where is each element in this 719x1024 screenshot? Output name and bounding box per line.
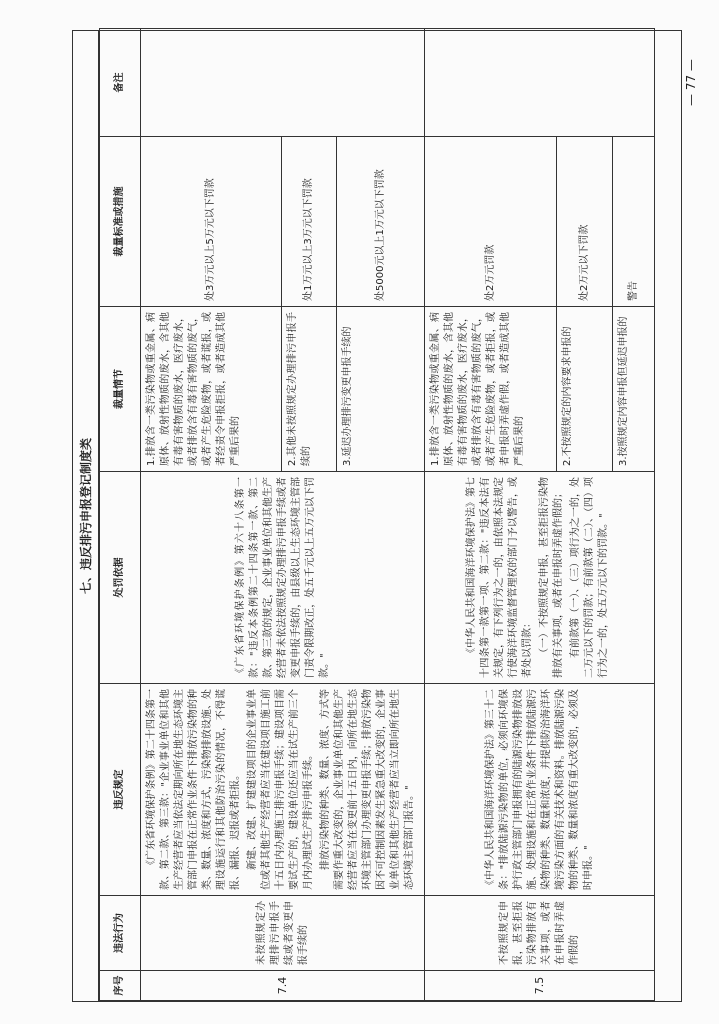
header-basis: 处罚依据 [100, 472, 141, 684]
section-title: 七、违反排污申报登记制度类 [73, 31, 99, 1001]
remark-cell [141, 29, 425, 137]
discretion-standard: 处5000元以上1万元以下罚款 [337, 137, 425, 307]
rule-paragraph: 新建、改建、扩建建设项目的企业事业单位或者其他生产经营者应当在建设项目施工前十五日内办理施工排污申报手续；建设项目需要试生产的，建设单位还应当在试生产前三个月内办理试生产排污申报手续。 [247, 689, 314, 890]
basis-paragraph: 《中华人民共和国海洋环境保护法》第七十四条第一款第一项、第二款："违反本法有关规定，有下列行为之一的，由依照本法规定行使海洋环境监督管理权的部门予以警告，或者处以罚款： [466, 477, 533, 678]
discretion-circumstance: 1.排放含一类污染物或重金属、病原体、放射性物质的废水，含其他有毒有害物质的废水，医疗废水，或者排放含有毒有害物质的废气，或者产生危险废物，或者谎报，或者经责令申报拒报，或者造成其他严重后果的 [141, 307, 282, 472]
penalty-basis: 《广东省环境保护条例》第六十八条第一款："违反本条例第二十四条第一款、第二款、第三款的规定，企业事业单位和其他生产经营者未依法按照规定办理排污申报手续或者变更申报手续的，由县级以上生态环境主管部门责令限期改正，处五千元以上五万元以下罚款。" [141, 472, 425, 684]
discretion-standard: 处2万元罚款 [425, 137, 557, 307]
penalty-basis [425, 472, 655, 684]
violated-rule [141, 684, 425, 896]
rule-paragraph: 《广东省环境保护条例》第二十四条第一款、第二款、第三款："企业事业单位和其他生产经营者应当依法定期向所在地生态环境主管部门申报在正常作业条件下排放污染物的种类、数量、浓度和方式，污染物排放设施、处理设施运行和其他防治污染的情况，不得谎报、漏报、迟报或者拒报。 [146, 689, 241, 890]
page-number [684, 46, 706, 106]
basis-paragraph: （一）不按照规定申报，甚至拒报污染物排放有关事项，或者在申报时弄虚作假的； [539, 477, 564, 678]
table-row [141, 29, 282, 1001]
discretion-standard: 警告 [613, 137, 655, 307]
header-act: 违法行为 [100, 896, 141, 971]
violation-act: 不按照规定申报，甚至拒报污染物排放有关事项，或者在申报时弄虚作假的 [425, 896, 655, 971]
discretion-circumstance: 2.其他未按照规定办理排污申报手续的 [281, 307, 337, 472]
header-note: 备注 [100, 29, 141, 137]
header-std: 裁量标准或措施 [100, 137, 141, 307]
discretion-circumstance: 1.排放含一类污染物或重金属、病原体、放射性物质的废水，含其他有毒有害物质的废水，医疗废水，或者排放含有毒有害物质的废气，或者产生危险废物，或者拒报，或者申报时弄虚作假，或者造成其他严重后果的 [425, 307, 557, 472]
table-row [425, 29, 557, 1001]
rule-paragraph: 排放污染物的种类、数量、浓度、方式等需要作重大改变的，企业事业单位和其他生产经营者应当在变更前十五日内，向所在地生态环境主管部门办理变更申报手续；排放污染物因不可控制因素发生紧急重大改变的，企业事业单位和其他生产经营者应当立即向所在地生态环境主管部门报告。" [320, 689, 415, 890]
violated-rule: 《中华人民共和国海洋环境保护法》第三十二条："排放陆源污染物的单位，必须向环境保护行政主管部门申报拥有的陆源污染物排放设施、处理设施和在正常作业条件下排放陆源污染物的种类、数量和浓度，并提供防治海洋环境污染方面的有关技术和资料。排放陆源污染物的种类、数量和浓度有重大改变的，必须及时申报。" [425, 684, 655, 896]
discretion-standard: 处3万元以上5万元以下罚款 [141, 137, 282, 307]
page-number-text: — 77 — [684, 59, 698, 106]
violation-act: 未按照规定办理排污申报手续或者变更申报手续的 [141, 896, 425, 971]
header-no: 序号 [100, 971, 141, 1001]
basis-paragraph: 有前款第（一）、（三）项行为之一的，处二万元以下的罚款；有前款第（二）、（四）项行为之一的，处五万元以下的罚款。" [570, 477, 609, 678]
discretion-circumstance: 3.延迟办理排污变更申报手续的 [337, 307, 425, 472]
header-rule: 违反规定 [100, 684, 141, 896]
row-number: 7.4 [141, 971, 425, 1001]
remark-cell [425, 29, 655, 137]
discretion-circumstance: 2.不按照规定的内容要求申报的 [557, 307, 613, 472]
header-circ: 裁量情节 [100, 307, 141, 472]
discretion-circumstance: 3.按照规定内容申报但延迟申报的 [613, 307, 655, 472]
discretion-standard: 处2万元以下罚款 [557, 137, 613, 307]
header-row [100, 29, 141, 1001]
rotated-table-sheet [72, 30, 682, 1002]
discretion-standard: 处1万元以上3万元以下罚款 [281, 137, 337, 307]
penalty-table [99, 28, 655, 1001]
row-number: 7.5 [425, 971, 655, 1001]
